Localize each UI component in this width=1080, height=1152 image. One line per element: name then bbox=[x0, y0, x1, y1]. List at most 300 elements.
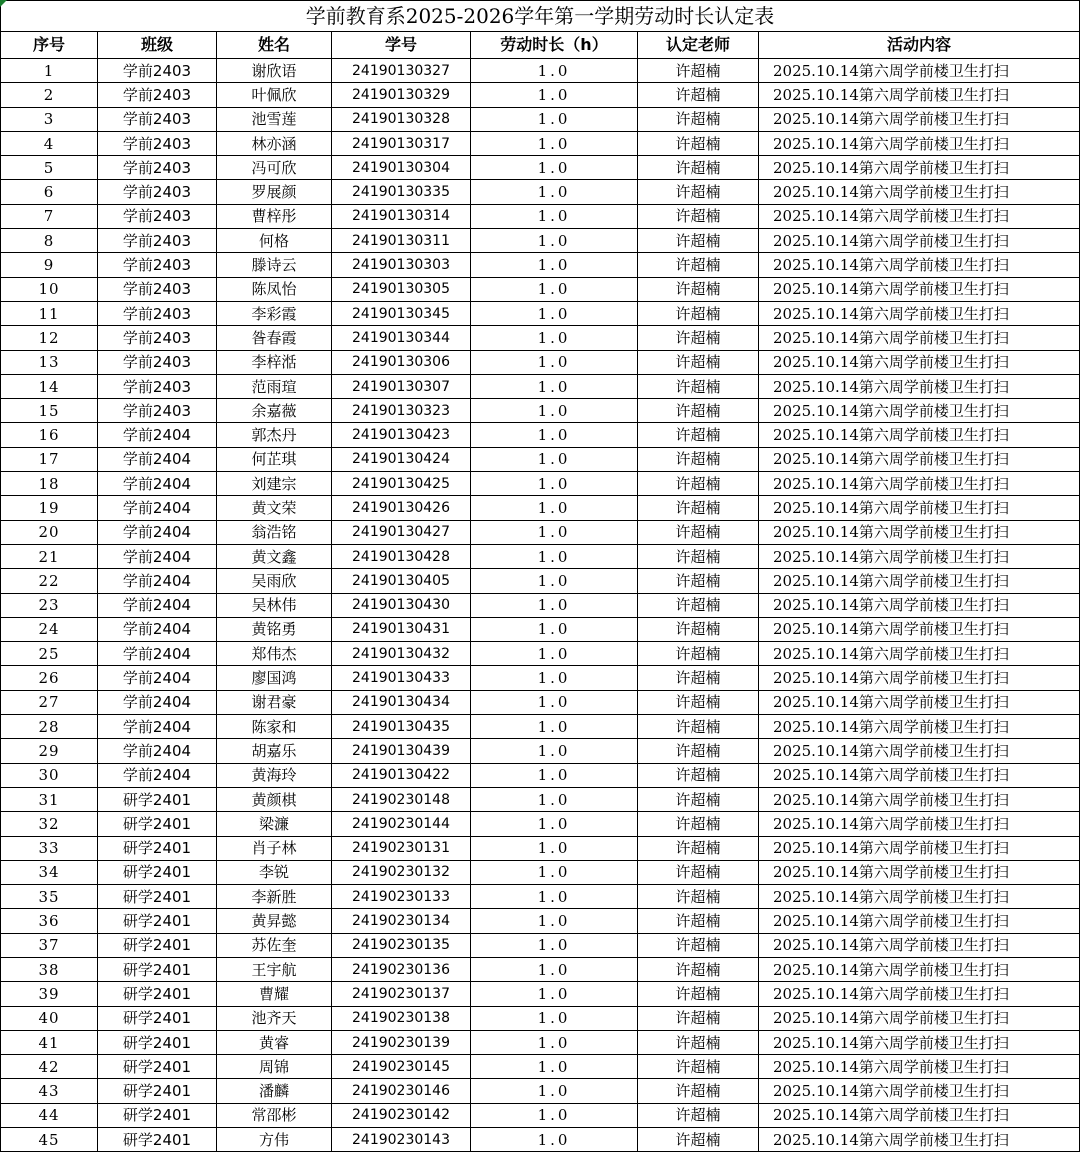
hours-cell[interactable]: 1.0 bbox=[471, 836, 638, 860]
class-cell[interactable]: 学前2403 bbox=[98, 107, 217, 131]
activity-cell[interactable]: 2025.10.14第六周学前楼卫生打扫 bbox=[759, 715, 1080, 739]
name-cell[interactable]: 李新胜 bbox=[217, 885, 332, 909]
activity-cell[interactable]: 2025.10.14第六周学前楼卫生打扫 bbox=[759, 763, 1080, 787]
name-cell[interactable]: 郑伟杰 bbox=[217, 642, 332, 666]
activity-cell[interactable]: 2025.10.14第六周学前楼卫生打扫 bbox=[759, 909, 1080, 933]
teacher-cell[interactable]: 许超楠 bbox=[638, 1128, 759, 1152]
student-id-cell[interactable]: 24190230132 bbox=[332, 860, 471, 884]
name-cell[interactable]: 陈家和 bbox=[217, 715, 332, 739]
student-id-cell[interactable]: 24190130306 bbox=[332, 350, 471, 374]
activity-cell[interactable]: 2025.10.14第六周学前楼卫生打扫 bbox=[759, 472, 1080, 496]
class-cell[interactable]: 学前2403 bbox=[98, 301, 217, 325]
class-cell[interactable]: 研学2401 bbox=[98, 982, 217, 1006]
student-id-cell[interactable]: 24190130305 bbox=[332, 277, 471, 301]
hours-cell[interactable]: 1.0 bbox=[471, 1079, 638, 1103]
student-id-cell[interactable]: 24190130428 bbox=[332, 544, 471, 568]
hours-cell[interactable]: 1.0 bbox=[471, 715, 638, 739]
class-cell[interactable]: 研学2401 bbox=[98, 787, 217, 811]
teacher-cell[interactable]: 许超楠 bbox=[638, 277, 759, 301]
student-id-cell[interactable]: 24190130431 bbox=[332, 617, 471, 641]
seq-cell[interactable]: 41 bbox=[1, 1030, 98, 1054]
class-cell[interactable]: 学前2403 bbox=[98, 399, 217, 423]
name-cell[interactable]: 谢君豪 bbox=[217, 690, 332, 714]
teacher-cell[interactable]: 许超楠 bbox=[638, 642, 759, 666]
student-id-cell[interactable]: 24190130329 bbox=[332, 83, 471, 107]
hours-cell[interactable]: 1.0 bbox=[471, 131, 638, 155]
seq-cell[interactable]: 3 bbox=[1, 107, 98, 131]
seq-cell[interactable]: 22 bbox=[1, 569, 98, 593]
teacher-cell[interactable]: 许超楠 bbox=[638, 301, 759, 325]
seq-cell[interactable]: 7 bbox=[1, 204, 98, 228]
activity-cell[interactable]: 2025.10.14第六周学前楼卫生打扫 bbox=[759, 204, 1080, 228]
name-cell[interactable]: 何芷琪 bbox=[217, 447, 332, 471]
student-id-cell[interactable]: 24190130311 bbox=[332, 229, 471, 253]
activity-cell[interactable]: 2025.10.14第六周学前楼卫生打扫 bbox=[759, 447, 1080, 471]
activity-cell[interactable]: 2025.10.14第六周学前楼卫生打扫 bbox=[759, 180, 1080, 204]
seq-cell[interactable]: 43 bbox=[1, 1079, 98, 1103]
name-cell[interactable]: 黄文鑫 bbox=[217, 544, 332, 568]
name-cell[interactable]: 方伟 bbox=[217, 1128, 332, 1152]
seq-cell[interactable]: 6 bbox=[1, 180, 98, 204]
seq-cell[interactable]: 12 bbox=[1, 326, 98, 350]
student-id-cell[interactable]: 24190130323 bbox=[332, 399, 471, 423]
activity-cell[interactable]: 2025.10.14第六周学前楼卫生打扫 bbox=[759, 982, 1080, 1006]
hours-cell[interactable]: 1.0 bbox=[471, 763, 638, 787]
name-cell[interactable]: 昝春霞 bbox=[217, 326, 332, 350]
seq-cell[interactable]: 11 bbox=[1, 301, 98, 325]
hours-cell[interactable]: 1.0 bbox=[471, 496, 638, 520]
activity-cell[interactable]: 2025.10.14第六周学前楼卫生打扫 bbox=[759, 277, 1080, 301]
student-id-cell[interactable]: 24190230133 bbox=[332, 885, 471, 909]
class-cell[interactable]: 研学2401 bbox=[98, 812, 217, 836]
class-cell[interactable]: 研学2401 bbox=[98, 957, 217, 981]
name-cell[interactable]: 吴林伟 bbox=[217, 593, 332, 617]
seq-cell[interactable]: 44 bbox=[1, 1103, 98, 1127]
hours-cell[interactable]: 1.0 bbox=[471, 739, 638, 763]
seq-cell[interactable]: 15 bbox=[1, 399, 98, 423]
teacher-cell[interactable]: 许超楠 bbox=[638, 860, 759, 884]
student-id-cell[interactable]: 24190130328 bbox=[332, 107, 471, 131]
name-cell[interactable]: 范雨瑄 bbox=[217, 374, 332, 398]
activity-cell[interactable]: 2025.10.14第六周学前楼卫生打扫 bbox=[759, 374, 1080, 398]
hours-cell[interactable]: 1.0 bbox=[471, 690, 638, 714]
teacher-cell[interactable]: 许超楠 bbox=[638, 1103, 759, 1127]
class-cell[interactable]: 学前2403 bbox=[98, 350, 217, 374]
student-id-cell[interactable]: 24190230137 bbox=[332, 982, 471, 1006]
seq-cell[interactable]: 21 bbox=[1, 544, 98, 568]
name-cell[interactable]: 郭杰丹 bbox=[217, 423, 332, 447]
hours-cell[interactable]: 1.0 bbox=[471, 301, 638, 325]
student-id-cell[interactable]: 24190130433 bbox=[332, 666, 471, 690]
activity-cell[interactable]: 2025.10.14第六周学前楼卫生打扫 bbox=[759, 544, 1080, 568]
teacher-cell[interactable]: 许超楠 bbox=[638, 1006, 759, 1030]
student-id-cell[interactable]: 24190130434 bbox=[332, 690, 471, 714]
seq-cell[interactable]: 20 bbox=[1, 520, 98, 544]
activity-cell[interactable]: 2025.10.14第六周学前楼卫生打扫 bbox=[759, 957, 1080, 981]
teacher-cell[interactable]: 许超楠 bbox=[638, 447, 759, 471]
activity-cell[interactable]: 2025.10.14第六周学前楼卫生打扫 bbox=[759, 1128, 1080, 1152]
activity-cell[interactable]: 2025.10.14第六周学前楼卫生打扫 bbox=[759, 666, 1080, 690]
teacher-cell[interactable]: 许超楠 bbox=[638, 690, 759, 714]
class-cell[interactable]: 学前2403 bbox=[98, 180, 217, 204]
activity-cell[interactable]: 2025.10.14第六周学前楼卫生打扫 bbox=[759, 593, 1080, 617]
hours-cell[interactable]: 1.0 bbox=[471, 350, 638, 374]
activity-cell[interactable]: 2025.10.14第六周学前楼卫生打扫 bbox=[759, 812, 1080, 836]
name-cell[interactable]: 黄颜棋 bbox=[217, 787, 332, 811]
class-cell[interactable]: 学前2403 bbox=[98, 374, 217, 398]
name-cell[interactable]: 叶佩欣 bbox=[217, 83, 332, 107]
class-cell[interactable]: 学前2403 bbox=[98, 131, 217, 155]
student-id-cell[interactable]: 24190130304 bbox=[332, 156, 471, 180]
hours-cell[interactable]: 1.0 bbox=[471, 107, 638, 131]
student-id-cell[interactable]: 24190230138 bbox=[332, 1006, 471, 1030]
hours-cell[interactable]: 1.0 bbox=[471, 1055, 638, 1079]
teacher-cell[interactable]: 许超楠 bbox=[638, 836, 759, 860]
hours-cell[interactable]: 1.0 bbox=[471, 277, 638, 301]
teacher-cell[interactable]: 许超楠 bbox=[638, 1079, 759, 1103]
student-id-cell[interactable]: 24190130425 bbox=[332, 472, 471, 496]
seq-cell[interactable]: 16 bbox=[1, 423, 98, 447]
teacher-cell[interactable]: 许超楠 bbox=[638, 374, 759, 398]
name-cell[interactable]: 王宇航 bbox=[217, 957, 332, 981]
student-id-cell[interactable]: 24190130427 bbox=[332, 520, 471, 544]
class-cell[interactable]: 学前2403 bbox=[98, 229, 217, 253]
class-cell[interactable]: 学前2403 bbox=[98, 253, 217, 277]
teacher-cell[interactable]: 许超楠 bbox=[638, 617, 759, 641]
teacher-cell[interactable]: 许超楠 bbox=[638, 83, 759, 107]
student-id-cell[interactable]: 24190130432 bbox=[332, 642, 471, 666]
activity-cell[interactable]: 2025.10.14第六周学前楼卫生打扫 bbox=[759, 301, 1080, 325]
name-cell[interactable]: 黄铭勇 bbox=[217, 617, 332, 641]
teacher-cell[interactable]: 许超楠 bbox=[638, 763, 759, 787]
seq-cell[interactable]: 34 bbox=[1, 860, 98, 884]
class-cell[interactable]: 研学2401 bbox=[98, 1055, 217, 1079]
seq-cell[interactable]: 33 bbox=[1, 836, 98, 860]
class-cell[interactable]: 研学2401 bbox=[98, 885, 217, 909]
class-cell[interactable]: 学前2404 bbox=[98, 544, 217, 568]
hours-cell[interactable]: 1.0 bbox=[471, 933, 638, 957]
seq-cell[interactable]: 13 bbox=[1, 350, 98, 374]
activity-cell[interactable]: 2025.10.14第六周学前楼卫生打扫 bbox=[759, 690, 1080, 714]
teacher-cell[interactable]: 许超楠 bbox=[638, 423, 759, 447]
name-cell[interactable]: 黄海玲 bbox=[217, 763, 332, 787]
student-id-cell[interactable]: 24190130314 bbox=[332, 204, 471, 228]
activity-cell[interactable]: 2025.10.14第六周学前楼卫生打扫 bbox=[759, 496, 1080, 520]
teacher-cell[interactable]: 许超楠 bbox=[638, 787, 759, 811]
activity-cell[interactable]: 2025.10.14第六周学前楼卫生打扫 bbox=[759, 787, 1080, 811]
class-cell[interactable]: 学前2404 bbox=[98, 569, 217, 593]
seq-cell[interactable]: 25 bbox=[1, 642, 98, 666]
name-cell[interactable]: 何格 bbox=[217, 229, 332, 253]
activity-cell[interactable]: 2025.10.14第六周学前楼卫生打扫 bbox=[759, 933, 1080, 957]
teacher-cell[interactable]: 许超楠 bbox=[638, 520, 759, 544]
hours-cell[interactable]: 1.0 bbox=[471, 544, 638, 568]
student-id-cell[interactable]: 24190130439 bbox=[332, 739, 471, 763]
hours-cell[interactable]: 1.0 bbox=[471, 229, 638, 253]
student-id-cell[interactable]: 24190230131 bbox=[332, 836, 471, 860]
student-id-cell[interactable]: 24190230146 bbox=[332, 1079, 471, 1103]
class-cell[interactable]: 研学2401 bbox=[98, 909, 217, 933]
class-cell[interactable]: 学前2404 bbox=[98, 496, 217, 520]
seq-cell[interactable]: 35 bbox=[1, 885, 98, 909]
name-cell[interactable]: 肖子林 bbox=[217, 836, 332, 860]
teacher-cell[interactable]: 许超楠 bbox=[638, 496, 759, 520]
seq-cell[interactable]: 9 bbox=[1, 253, 98, 277]
class-cell[interactable]: 学前2404 bbox=[98, 642, 217, 666]
class-cell[interactable]: 研学2401 bbox=[98, 836, 217, 860]
name-cell[interactable]: 梁濂 bbox=[217, 812, 332, 836]
student-id-cell[interactable]: 24190130405 bbox=[332, 569, 471, 593]
hours-cell[interactable]: 1.0 bbox=[471, 156, 638, 180]
seq-cell[interactable]: 40 bbox=[1, 1006, 98, 1030]
teacher-cell[interactable]: 许超楠 bbox=[638, 812, 759, 836]
teacher-cell[interactable]: 许超楠 bbox=[638, 350, 759, 374]
student-id-cell[interactable]: 24190130344 bbox=[332, 326, 471, 350]
activity-cell[interactable]: 2025.10.14第六周学前楼卫生打扫 bbox=[759, 1055, 1080, 1079]
name-cell[interactable]: 翁浩铭 bbox=[217, 520, 332, 544]
seq-cell[interactable]: 19 bbox=[1, 496, 98, 520]
name-cell[interactable]: 李梓湉 bbox=[217, 350, 332, 374]
teacher-cell[interactable]: 许超楠 bbox=[638, 593, 759, 617]
activity-cell[interactable]: 2025.10.14第六周学前楼卫生打扫 bbox=[759, 423, 1080, 447]
seq-cell[interactable]: 23 bbox=[1, 593, 98, 617]
header-hours[interactable]: 劳动时长（h） bbox=[471, 32, 638, 59]
student-id-cell[interactable]: 24190130317 bbox=[332, 131, 471, 155]
name-cell[interactable]: 冯可欣 bbox=[217, 156, 332, 180]
class-cell[interactable]: 学前2403 bbox=[98, 83, 217, 107]
name-cell[interactable]: 余嘉薇 bbox=[217, 399, 332, 423]
student-id-cell[interactable]: 24190130426 bbox=[332, 496, 471, 520]
hours-cell[interactable]: 1.0 bbox=[471, 472, 638, 496]
student-id-cell[interactable]: 24190130422 bbox=[332, 763, 471, 787]
activity-cell[interactable]: 2025.10.14第六周学前楼卫生打扫 bbox=[759, 642, 1080, 666]
activity-cell[interactable]: 2025.10.14第六周学前楼卫生打扫 bbox=[759, 739, 1080, 763]
name-cell[interactable]: 刘建宗 bbox=[217, 472, 332, 496]
activity-cell[interactable]: 2025.10.14第六周学前楼卫生打扫 bbox=[759, 1006, 1080, 1030]
class-cell[interactable]: 学前2404 bbox=[98, 447, 217, 471]
seq-cell[interactable]: 29 bbox=[1, 739, 98, 763]
class-cell[interactable]: 学前2404 bbox=[98, 593, 217, 617]
hours-cell[interactable]: 1.0 bbox=[471, 59, 638, 83]
teacher-cell[interactable]: 许超楠 bbox=[638, 933, 759, 957]
student-id-cell[interactable]: 24190230134 bbox=[332, 909, 471, 933]
teacher-cell[interactable]: 许超楠 bbox=[638, 156, 759, 180]
name-cell[interactable]: 曹耀 bbox=[217, 982, 332, 1006]
name-cell[interactable]: 林亦涵 bbox=[217, 131, 332, 155]
student-id-cell[interactable]: 24190130345 bbox=[332, 301, 471, 325]
hours-cell[interactable]: 1.0 bbox=[471, 642, 638, 666]
class-cell[interactable]: 学前2404 bbox=[98, 739, 217, 763]
student-id-cell[interactable]: 24190230136 bbox=[332, 957, 471, 981]
seq-cell[interactable]: 26 bbox=[1, 666, 98, 690]
class-cell[interactable]: 学前2403 bbox=[98, 156, 217, 180]
class-cell[interactable]: 研学2401 bbox=[98, 1103, 217, 1127]
activity-cell[interactable]: 2025.10.14第六周学前楼卫生打扫 bbox=[759, 326, 1080, 350]
teacher-cell[interactable]: 许超楠 bbox=[638, 399, 759, 423]
teacher-cell[interactable]: 许超楠 bbox=[638, 131, 759, 155]
student-id-cell[interactable]: 24190130307 bbox=[332, 374, 471, 398]
teacher-cell[interactable]: 许超楠 bbox=[638, 59, 759, 83]
name-cell[interactable]: 黄睿 bbox=[217, 1030, 332, 1054]
seq-cell[interactable]: 5 bbox=[1, 156, 98, 180]
class-cell[interactable]: 学前2404 bbox=[98, 763, 217, 787]
hours-cell[interactable]: 1.0 bbox=[471, 326, 638, 350]
name-cell[interactable]: 吴雨欣 bbox=[217, 569, 332, 593]
hours-cell[interactable]: 1.0 bbox=[471, 520, 638, 544]
sheet-title[interactable]: 学前教育系2025-2026学年第一学期劳动时长认定表 bbox=[1, 1, 1080, 32]
name-cell[interactable]: 常邵彬 bbox=[217, 1103, 332, 1127]
teacher-cell[interactable]: 许超楠 bbox=[638, 326, 759, 350]
activity-cell[interactable]: 2025.10.14第六周学前楼卫生打扫 bbox=[759, 107, 1080, 131]
teacher-cell[interactable]: 许超楠 bbox=[638, 666, 759, 690]
class-cell[interactable]: 研学2401 bbox=[98, 1030, 217, 1054]
hours-cell[interactable]: 1.0 bbox=[471, 447, 638, 471]
class-cell[interactable]: 研学2401 bbox=[98, 1006, 217, 1030]
class-cell[interactable]: 学前2404 bbox=[98, 690, 217, 714]
activity-cell[interactable]: 2025.10.14第六周学前楼卫生打扫 bbox=[759, 860, 1080, 884]
student-id-cell[interactable]: 24190230145 bbox=[332, 1055, 471, 1079]
hours-cell[interactable]: 1.0 bbox=[471, 1128, 638, 1152]
student-id-cell[interactable]: 24190230143 bbox=[332, 1128, 471, 1152]
activity-cell[interactable]: 2025.10.14第六周学前楼卫生打扫 bbox=[759, 156, 1080, 180]
name-cell[interactable]: 池雪莲 bbox=[217, 107, 332, 131]
hours-cell[interactable]: 1.0 bbox=[471, 1006, 638, 1030]
hours-cell[interactable]: 1.0 bbox=[471, 204, 638, 228]
class-cell[interactable]: 研学2401 bbox=[98, 1079, 217, 1103]
seq-cell[interactable]: 37 bbox=[1, 933, 98, 957]
activity-cell[interactable]: 2025.10.14第六周学前楼卫生打扫 bbox=[759, 59, 1080, 83]
name-cell[interactable]: 谢欣语 bbox=[217, 59, 332, 83]
teacher-cell[interactable]: 许超楠 bbox=[638, 982, 759, 1006]
hours-cell[interactable]: 1.0 bbox=[471, 617, 638, 641]
hours-cell[interactable]: 1.0 bbox=[471, 957, 638, 981]
teacher-cell[interactable]: 许超楠 bbox=[638, 180, 759, 204]
seq-cell[interactable]: 8 bbox=[1, 229, 98, 253]
hours-cell[interactable]: 1.0 bbox=[471, 423, 638, 447]
seq-cell[interactable]: 28 bbox=[1, 715, 98, 739]
seq-cell[interactable]: 2 bbox=[1, 83, 98, 107]
student-id-cell[interactable]: 24190130430 bbox=[332, 593, 471, 617]
activity-cell[interactable]: 2025.10.14第六周学前楼卫生打扫 bbox=[759, 399, 1080, 423]
hours-cell[interactable]: 1.0 bbox=[471, 909, 638, 933]
seq-cell[interactable]: 32 bbox=[1, 812, 98, 836]
hours-cell[interactable]: 1.0 bbox=[471, 982, 638, 1006]
hours-cell[interactable]: 1.0 bbox=[471, 569, 638, 593]
activity-cell[interactable]: 2025.10.14第六周学前楼卫生打扫 bbox=[759, 520, 1080, 544]
hours-cell[interactable]: 1.0 bbox=[471, 1103, 638, 1127]
seq-cell[interactable]: 14 bbox=[1, 374, 98, 398]
activity-cell[interactable]: 2025.10.14第六周学前楼卫生打扫 bbox=[759, 1103, 1080, 1127]
name-cell[interactable]: 李锐 bbox=[217, 860, 332, 884]
teacher-cell[interactable]: 许超楠 bbox=[638, 229, 759, 253]
student-id-cell[interactable]: 24190130327 bbox=[332, 59, 471, 83]
header-name[interactable]: 姓名 bbox=[217, 32, 332, 59]
name-cell[interactable]: 曹梓彤 bbox=[217, 204, 332, 228]
class-cell[interactable]: 研学2401 bbox=[98, 860, 217, 884]
teacher-cell[interactable]: 许超楠 bbox=[638, 204, 759, 228]
name-cell[interactable]: 苏佐奎 bbox=[217, 933, 332, 957]
teacher-cell[interactable]: 许超楠 bbox=[638, 1055, 759, 1079]
name-cell[interactable]: 罗展颜 bbox=[217, 180, 332, 204]
name-cell[interactable]: 李彩霞 bbox=[217, 301, 332, 325]
student-id-cell[interactable]: 24190230135 bbox=[332, 933, 471, 957]
activity-cell[interactable]: 2025.10.14第六周学前楼卫生打扫 bbox=[759, 617, 1080, 641]
activity-cell[interactable]: 2025.10.14第六周学前楼卫生打扫 bbox=[759, 836, 1080, 860]
seq-cell[interactable]: 24 bbox=[1, 617, 98, 641]
teacher-cell[interactable]: 许超楠 bbox=[638, 715, 759, 739]
class-cell[interactable]: 学前2403 bbox=[98, 204, 217, 228]
hours-cell[interactable]: 1.0 bbox=[471, 399, 638, 423]
seq-cell[interactable]: 1 bbox=[1, 59, 98, 83]
class-cell[interactable]: 学前2403 bbox=[98, 59, 217, 83]
hours-cell[interactable]: 1.0 bbox=[471, 885, 638, 909]
seq-cell[interactable]: 42 bbox=[1, 1055, 98, 1079]
student-id-cell[interactable]: 24190130424 bbox=[332, 447, 471, 471]
activity-cell[interactable]: 2025.10.14第六周学前楼卫生打扫 bbox=[759, 1079, 1080, 1103]
activity-cell[interactable]: 2025.10.14第六周学前楼卫生打扫 bbox=[759, 1030, 1080, 1054]
student-id-cell[interactable]: 24190130423 bbox=[332, 423, 471, 447]
seq-cell[interactable]: 17 bbox=[1, 447, 98, 471]
class-cell[interactable]: 学前2404 bbox=[98, 472, 217, 496]
teacher-cell[interactable]: 许超楠 bbox=[638, 739, 759, 763]
seq-cell[interactable]: 4 bbox=[1, 131, 98, 155]
seq-cell[interactable]: 39 bbox=[1, 982, 98, 1006]
teacher-cell[interactable]: 许超楠 bbox=[638, 569, 759, 593]
teacher-cell[interactable]: 许超楠 bbox=[638, 253, 759, 277]
teacher-cell[interactable]: 许超楠 bbox=[638, 909, 759, 933]
hours-cell[interactable]: 1.0 bbox=[471, 1030, 638, 1054]
teacher-cell[interactable]: 许超楠 bbox=[638, 107, 759, 131]
hours-cell[interactable]: 1.0 bbox=[471, 253, 638, 277]
header-activity[interactable]: 活动内容 bbox=[759, 32, 1080, 59]
name-cell[interactable]: 周锦 bbox=[217, 1055, 332, 1079]
class-cell[interactable]: 学前2404 bbox=[98, 520, 217, 544]
teacher-cell[interactable]: 许超楠 bbox=[638, 1030, 759, 1054]
activity-cell[interactable]: 2025.10.14第六周学前楼卫生打扫 bbox=[759, 229, 1080, 253]
student-id-cell[interactable]: 24190230142 bbox=[332, 1103, 471, 1127]
seq-cell[interactable]: 38 bbox=[1, 957, 98, 981]
hours-cell[interactable]: 1.0 bbox=[471, 860, 638, 884]
teacher-cell[interactable]: 许超楠 bbox=[638, 472, 759, 496]
teacher-cell[interactable]: 许超楠 bbox=[638, 885, 759, 909]
hours-cell[interactable]: 1.0 bbox=[471, 83, 638, 107]
header-student-id[interactable]: 学号 bbox=[332, 32, 471, 59]
name-cell[interactable]: 潘麟 bbox=[217, 1079, 332, 1103]
name-cell[interactable]: 黄文荣 bbox=[217, 496, 332, 520]
hours-cell[interactable]: 1.0 bbox=[471, 180, 638, 204]
class-cell[interactable]: 学前2404 bbox=[98, 617, 217, 641]
activity-cell[interactable]: 2025.10.14第六周学前楼卫生打扫 bbox=[759, 131, 1080, 155]
activity-cell[interactable]: 2025.10.14第六周学前楼卫生打扫 bbox=[759, 885, 1080, 909]
class-cell[interactable]: 研学2401 bbox=[98, 1128, 217, 1152]
class-cell[interactable]: 学前2403 bbox=[98, 277, 217, 301]
student-id-cell[interactable]: 24190130303 bbox=[332, 253, 471, 277]
class-cell[interactable]: 学前2404 bbox=[98, 715, 217, 739]
class-cell[interactable]: 学前2404 bbox=[98, 666, 217, 690]
name-cell[interactable]: 陈凤怡 bbox=[217, 277, 332, 301]
activity-cell[interactable]: 2025.10.14第六周学前楼卫生打扫 bbox=[759, 350, 1080, 374]
seq-cell[interactable]: 30 bbox=[1, 763, 98, 787]
header-teacher[interactable]: 认定老师 bbox=[638, 32, 759, 59]
hours-cell[interactable]: 1.0 bbox=[471, 593, 638, 617]
class-cell[interactable]: 学前2404 bbox=[98, 423, 217, 447]
teacher-cell[interactable]: 许超楠 bbox=[638, 544, 759, 568]
header-class[interactable]: 班级 bbox=[98, 32, 217, 59]
seq-cell[interactable]: 31 bbox=[1, 787, 98, 811]
activity-cell[interactable]: 2025.10.14第六周学前楼卫生打扫 bbox=[759, 83, 1080, 107]
seq-cell[interactable]: 27 bbox=[1, 690, 98, 714]
student-id-cell[interactable]: 24190130335 bbox=[332, 180, 471, 204]
